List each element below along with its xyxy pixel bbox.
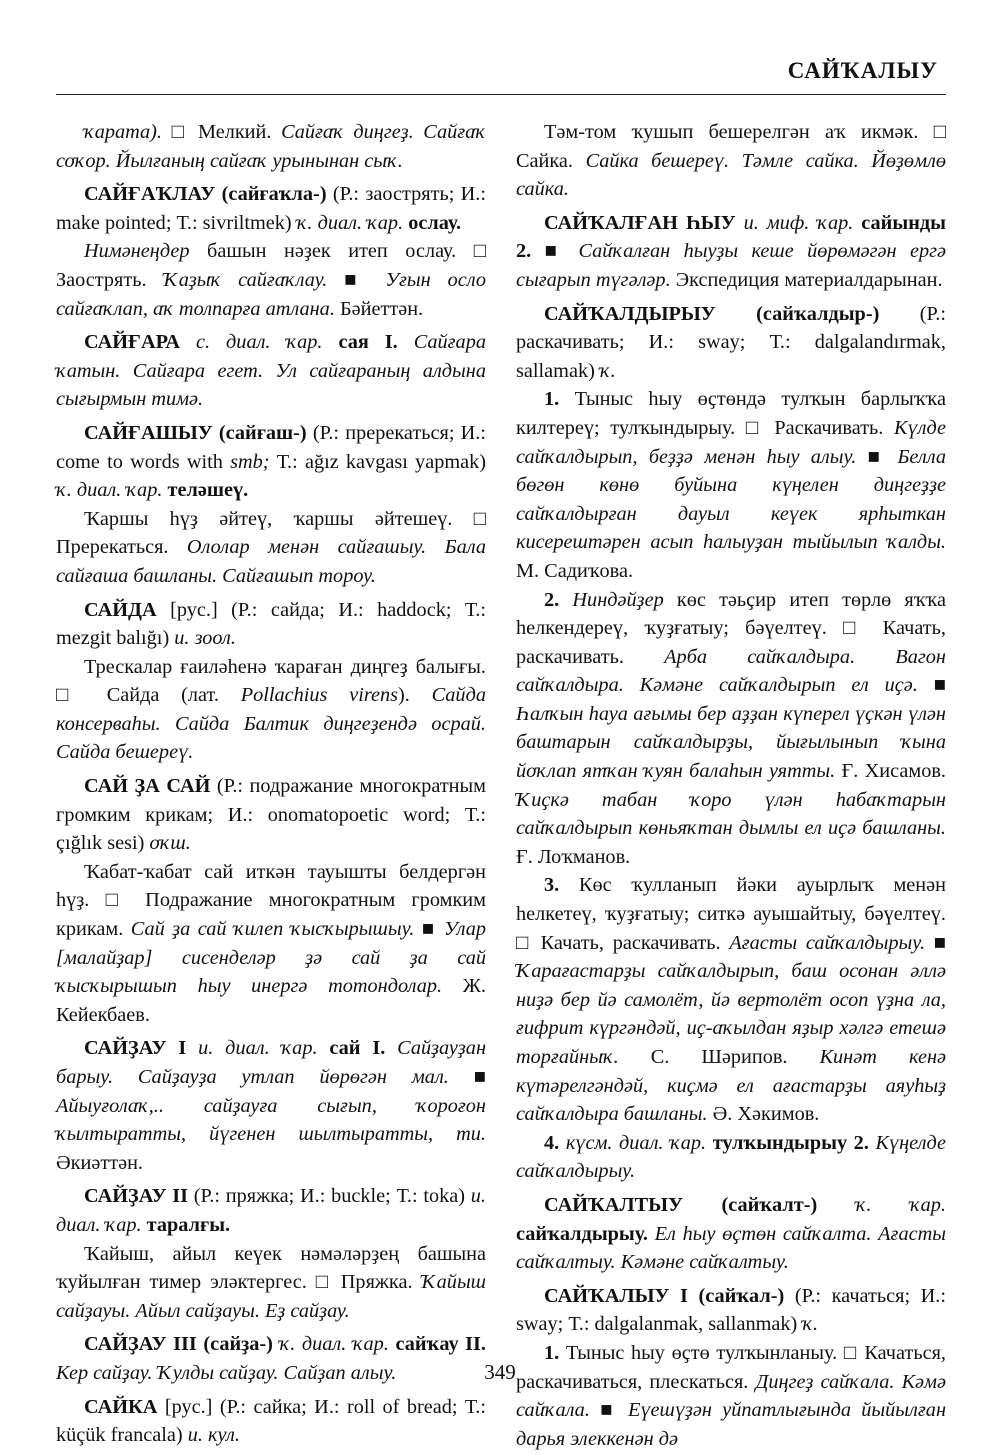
headword: САЙҠАЛТЫУ bbox=[544, 1193, 683, 1216]
text-run: и. диал. ҡар. bbox=[198, 1037, 318, 1060]
text-run: Ниндәйҙер bbox=[572, 588, 664, 611]
text-run bbox=[323, 331, 339, 353]
headword: САЙҒАРА bbox=[84, 331, 181, 354]
text-run: сайҡалдырыу. bbox=[516, 1222, 648, 1245]
text-run bbox=[186, 1037, 198, 1059]
text-run: [рус.] (Р.: сайда; И.: haddock; Т.: mezgit balığı) bbox=[56, 598, 486, 650]
text-run: (сайҙа-) bbox=[203, 1333, 273, 1356]
text-run: smb; bbox=[230, 450, 270, 473]
text-run: ҡ. bbox=[599, 359, 616, 382]
text-run: Ғ. Хисамов. bbox=[835, 760, 947, 783]
text-run: теләшеү. bbox=[167, 479, 249, 502]
headword: САЙҠАЛДЫРЫУ bbox=[544, 302, 716, 325]
text-run: Кер сайҙау. Ҡулды сайҙау. Сайҙап алыу. bbox=[56, 1361, 397, 1384]
entry-headline-paragraph bbox=[516, 300, 946, 386]
text-run: и. зоол. bbox=[174, 627, 236, 650]
text-run: сайҡау II. bbox=[395, 1333, 486, 1356]
text-run: Һалҡын һауа ағымы бер аҙҙан күперел үҫкән үлән баштарын сайҡалдырҙы, йығылынып ҡына йоҡлап ятҡан ҡуян балаһын уятты. bbox=[516, 702, 946, 783]
definition-paragraph bbox=[516, 586, 946, 872]
headword: САЙҘАУ II bbox=[84, 1185, 189, 1208]
text-run: 2. bbox=[544, 588, 560, 611]
text-run: сай I. bbox=[329, 1037, 386, 1060]
page-number: 349 bbox=[484, 1360, 516, 1384]
text-run: ҡарата). bbox=[84, 121, 162, 143]
text-run: ). bbox=[398, 684, 432, 707]
text-run: □ Мелкий. bbox=[161, 121, 282, 143]
text-run: ҡ. диал. ҡар. bbox=[296, 211, 404, 234]
text-run: (сайҡалдыр-) bbox=[756, 302, 880, 325]
text-run bbox=[559, 1132, 566, 1154]
text-run: Әкиәттән. bbox=[56, 1151, 144, 1174]
text-run: Pollachius virens bbox=[240, 684, 399, 707]
text-run: Сайғаҡ диңгеҙ. Сайғаҡ соҡор. Йылғаның сайғаҡ урынынан сыҡ. bbox=[56, 121, 486, 172]
text-run: Сайғара ҡатын. Сайғара егет. Ул сайғараның алдына сығырмын тимә. bbox=[56, 331, 486, 411]
text-run: Ҡаҙыҡ сайғаҡлау. bbox=[163, 268, 328, 291]
text-run bbox=[736, 212, 744, 234]
header-rule bbox=[56, 94, 946, 95]
text-run: и. диал. ҡар. bbox=[56, 1185, 486, 1236]
entry-headline-paragraph bbox=[56, 419, 486, 505]
text-run: Ҡиҫкә табан ҡоро үлән һабаҡтарын сайҡалдырып көньяҡтан дымлы ел иҫә башланы. bbox=[516, 788, 946, 840]
running-head: САЙҠАЛЫУ bbox=[787, 58, 938, 83]
text-run: ■ bbox=[925, 931, 947, 954]
text-run: Ҡаршы һүҙ әйтеү, ҡаршы әйтешеү. □ Пререкаться. bbox=[56, 507, 486, 559]
text-run: ■ bbox=[917, 674, 947, 697]
text-run bbox=[559, 589, 572, 611]
text-run bbox=[817, 1194, 855, 1216]
text-run: сая I. bbox=[338, 331, 398, 354]
text-run: (Р.: раскачивать; И.: sway; Т.: dalgalandırmak, sallamak) bbox=[516, 302, 946, 382]
text-run: С. Шәрипов. bbox=[618, 1046, 820, 1068]
text-run: (сайғаҡла-) bbox=[221, 183, 327, 206]
text-run: Ҡарағастарҙы сайҡалдырып, баш осонан әллә ниҙә бер йә самолёт, йә вертолёт осоп үҙна ла, ғифрит күргәндәй, иҫ-аҡылдан яҙыр хәлгә етешә торғайныҡ. bbox=[516, 960, 946, 1068]
definition-paragraph bbox=[56, 1240, 486, 1326]
text-run: Айыуғолаҡ,.. сайҙауға сығып, ҡороғон ҡылтыратты, йүгенен шылтыратты, ти. bbox=[56, 1094, 486, 1146]
text-run: Белла бөгөн көнө буйына күңелен диңгеҙҙе сайҡалдырған дауыл кеүек ярһыткан кисерештәрен асып һалыуҙан тыйылып ҡалды. bbox=[516, 445, 947, 554]
text-run: Т.: ağız kavgası yapmak) bbox=[269, 450, 487, 473]
text-run: Ҡабат-ҡабат сай иткән тауышты белдергән һүҙ. □ Подражание многократным громким крикам. bbox=[56, 860, 486, 941]
headword: САЙҠАЛЫУ I bbox=[544, 1284, 688, 1307]
text-run: ■ bbox=[414, 918, 444, 941]
text-run: ҡ. ҡар. bbox=[855, 1193, 947, 1216]
text-run: ■ bbox=[327, 268, 386, 291]
definition-paragraph bbox=[516, 871, 946, 1128]
text-run: Сайҙауҙан барыу. Сайҙауҙа утлап йөрөгән мал. bbox=[56, 1037, 487, 1088]
text-run: Күлде сайҡалдырып, беҙҙә менән һыу алыу. bbox=[516, 416, 946, 468]
entry-headline-paragraph bbox=[56, 596, 486, 653]
text-run: Сай ҙа сай ҡилеп ҡысҡырышыу. bbox=[130, 918, 415, 941]
text-run bbox=[716, 303, 756, 325]
text-run bbox=[648, 1223, 655, 1245]
text-run: ■ bbox=[856, 445, 898, 468]
text-run: көс тәьҫир итеп төрлө яҡҡа һелкендереү, ҡуҙғатыу; бәүелтеү. □ Качать, раскачивать. bbox=[516, 588, 946, 668]
text-run: (сайғаш-) bbox=[218, 421, 307, 444]
headword: САЙ ҘА САЙ bbox=[84, 775, 211, 798]
text-run: Көс ҡулланып йәки ауырлыҡ менән һелкетеү, ҡуҙғатыу; ситкә ауышайтыу, бәүелтеү. □ Качать, раскачивать. bbox=[516, 874, 946, 954]
text-run: и. миф. ҡар. bbox=[743, 211, 854, 234]
headword: САЙДА bbox=[84, 598, 157, 621]
text-run: таралғы. bbox=[146, 1213, 231, 1236]
text-run: Күңелде сайҡалдырыу. bbox=[516, 1131, 946, 1183]
text-run bbox=[180, 331, 196, 353]
text-run bbox=[318, 1037, 330, 1059]
text-run bbox=[683, 1194, 721, 1216]
text-run: оҡш. bbox=[149, 832, 191, 855]
text-run: 1. bbox=[544, 1341, 560, 1364]
entry-headline-paragraph bbox=[516, 1191, 946, 1277]
text-run: Экспедиция материалдарынан. bbox=[670, 268, 943, 291]
definition-paragraph bbox=[516, 118, 946, 204]
text-run: сайынды 2. bbox=[516, 211, 946, 263]
headword: САЙҘАУ III bbox=[84, 1333, 197, 1356]
text-run: Ағасты сайҡалдырыу. bbox=[729, 931, 926, 954]
text-run: Ололар менән сайғашыу. Бала сайғаша башланы. Сайғашып тороу. bbox=[56, 536, 486, 587]
text-run bbox=[688, 1285, 699, 1307]
text-run: Ж. Кейекбаев. bbox=[56, 975, 486, 1026]
text-run: (сайҡал-) bbox=[698, 1284, 785, 1307]
text-run: Тыныс һыу өҫтөндә тулҡын барлыҡҡа килтереү; тулҡындырыу. □ Раскачивать. bbox=[516, 388, 946, 439]
text-run: ҡ. диал. ҡар. bbox=[279, 1333, 389, 1356]
text-run: 4. bbox=[544, 1131, 560, 1154]
text-run: (Р.: пряжка; И.: buckle; Т.: toka) bbox=[188, 1185, 471, 1208]
definition-paragraph bbox=[56, 505, 486, 591]
headword: САЙКА bbox=[84, 1395, 158, 1418]
left-column bbox=[56, 118, 486, 1450]
text-run: (Р.: пререкаться; И.: come to words with bbox=[56, 421, 486, 473]
definition-paragraph bbox=[56, 653, 486, 767]
text-run: ■ bbox=[589, 1399, 628, 1422]
text-run: Сайка бешереү. Тәмле сайка. Йөҙөмлө сайка. bbox=[516, 149, 946, 201]
entry-headline-paragraph bbox=[56, 1034, 486, 1177]
text-run: 1. bbox=[544, 388, 560, 411]
text-run: М. Садиҡова. bbox=[516, 559, 634, 582]
text-run bbox=[385, 1037, 397, 1059]
entry-headline-paragraph bbox=[56, 328, 486, 414]
text-run: Уғын осло сайғаҡлап, аҡ толпарға атлана. bbox=[56, 268, 486, 320]
entry-headline-paragraph bbox=[56, 180, 486, 237]
text-run: ҡ. bbox=[802, 1313, 819, 1336]
text-run: и. кул. bbox=[187, 1424, 240, 1447]
text-run: ■ bbox=[531, 240, 579, 263]
headword: САЙҒАШЫУ bbox=[84, 421, 213, 444]
text-run: Ә. Хәкимов. bbox=[707, 1103, 820, 1126]
definition-paragraph bbox=[516, 1339, 946, 1453]
headword: САЙҠАЛҒАН ҺЫУ bbox=[544, 211, 736, 234]
text-run: Бәйеттән. bbox=[334, 297, 424, 320]
text-run: Диңгеҙ сайҡала. Кәмә сайҡала. bbox=[516, 1370, 946, 1422]
entry-headline-paragraph bbox=[516, 1282, 946, 1339]
text-run: ҡ. диал. ҡар. bbox=[56, 479, 163, 502]
text-run: ослау. bbox=[408, 211, 462, 234]
definition-paragraph bbox=[516, 385, 946, 585]
text-run: Сайҡалған һыуҙы кеше йөрөмәгән ергә сығарып түгәләр. bbox=[516, 240, 946, 291]
text-run: (Р.: подражание многократным громким крикам; И.: onomatopoetic word; Т.: çığlık sesi) bbox=[56, 775, 486, 855]
text-run: 3. bbox=[544, 874, 560, 897]
text-run: Арба сайҡалдыра. Вагон сайҡалдыра. Кәмәне сайҡалдырып ел иҫә. bbox=[516, 645, 946, 697]
text-run: Еүешүҙән уйпатлығында йыйылған дарья элеккенән дә bbox=[516, 1399, 947, 1450]
text-run: Тыныс һыу өҫтө тулҡынланыу. □ Качаться, раскачиваться, плескаться. bbox=[516, 1341, 946, 1393]
text-run: Нимәнеңдер bbox=[84, 240, 190, 263]
entry-headline-paragraph bbox=[56, 1393, 486, 1450]
text-run: Ғ. Лоҡманов. bbox=[516, 845, 631, 868]
text-run: Улар [малайҙар] сисенделәр ҙә сай ҙа сай ҡысҡырышып һыу инергә тотондолар. bbox=[56, 918, 486, 998]
text-run: (Р.: качаться; И.: sway; Т.: dalgalanmak, sallanmak) bbox=[516, 1284, 946, 1336]
right-column bbox=[516, 118, 946, 1453]
headword: САЙҒАҠЛАУ bbox=[84, 183, 216, 206]
text-run: Трескалар ғаиләһенә ҡараған диңгеҙ балығы. □ Сайда (лат. bbox=[56, 655, 486, 707]
text-run: Сайда консерваһы. Сайда Балтик диңгеҙендә осрай. Сайда бешереү. bbox=[56, 684, 486, 764]
text-run: Ҡайыш сайҙауы. Айыл сайҙауы. Еҙ сайҙау. bbox=[56, 1271, 486, 1322]
text-run: тулҡындырыу 2. bbox=[712, 1131, 869, 1154]
text-run: Ҡайыш, айыл кеүек нәмәләрҙең башына ҡуйылған тимер эләктергес. □ Пряжка. bbox=[56, 1242, 486, 1294]
text-run: (сайҡалт-) bbox=[721, 1193, 818, 1216]
text-run bbox=[398, 331, 414, 353]
text-run: Ел һыу өҫтөн сайҡалта. Ағасты сайҡалтыу. Кәмәне сайҡалтыу. bbox=[516, 1222, 946, 1274]
headword: САЙҘАУ I bbox=[84, 1037, 187, 1060]
definition-paragraph bbox=[56, 118, 486, 175]
text-run: Тәм-том ҡушып бешерелгән аҡ икмәк. □ Сайка. bbox=[516, 121, 946, 172]
text-run: күсм. диал. ҡар. bbox=[565, 1131, 707, 1154]
text-run: [рус.] (Р.: сайка; И.: roll of bread; Т.: küçük francala) bbox=[56, 1395, 486, 1447]
entry-headline-paragraph bbox=[56, 1182, 486, 1239]
definition-paragraph bbox=[56, 237, 486, 323]
text-run: башын нәҙек итеп ослау. □ Заострять. bbox=[56, 240, 486, 291]
text-run: Кинәт кенә күтәрелгәндәй, киҫмә ел ағастарҙы аяуһыҙ сайҡалдыра башланы. bbox=[516, 1046, 947, 1126]
text-run bbox=[706, 1132, 713, 1154]
entry-headline-paragraph bbox=[516, 209, 946, 295]
entry-headline-paragraph bbox=[56, 772, 486, 858]
definition-paragraph bbox=[516, 1129, 946, 1186]
text-run: (Р.: заострять; И.: make pointed; Т.: sivriltmek) bbox=[56, 183, 486, 234]
definition-paragraph bbox=[56, 858, 486, 1030]
text-run: ■ bbox=[448, 1066, 487, 1088]
text-run: с. диал. ҡар. bbox=[196, 331, 323, 354]
